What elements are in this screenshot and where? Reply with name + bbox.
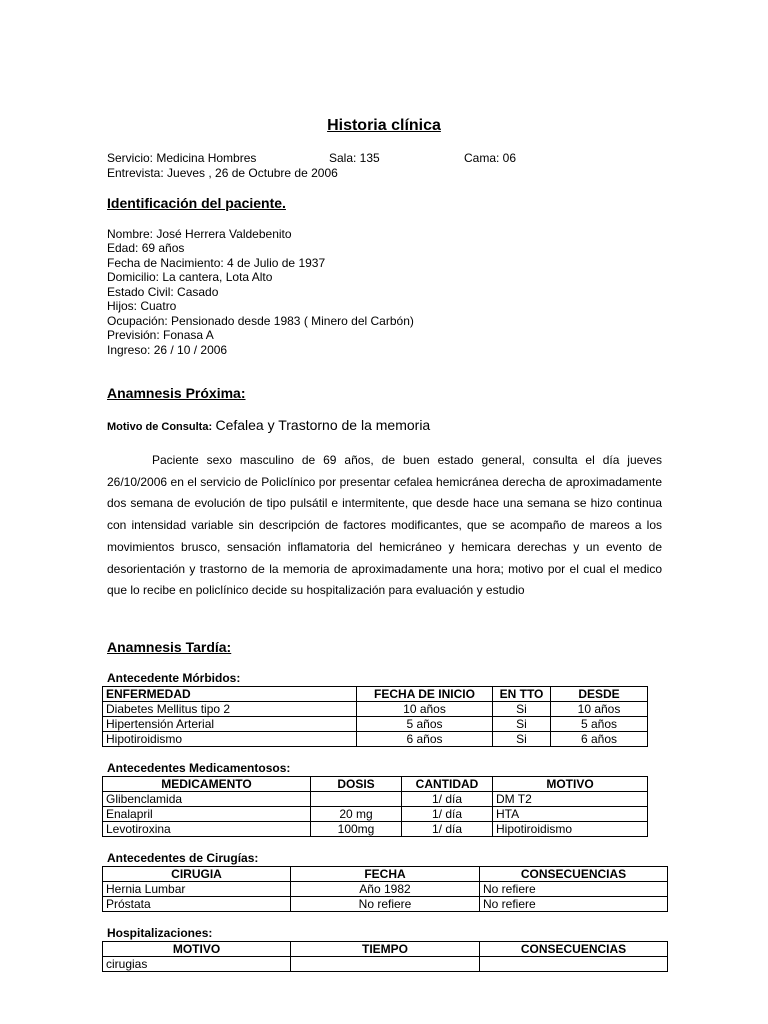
cama-text: Cama: 06 bbox=[464, 151, 517, 165]
table-header: TIEMPO bbox=[291, 942, 480, 957]
table-cell: Próstata bbox=[103, 897, 291, 912]
table-header: ENFERMEDAD bbox=[103, 687, 357, 702]
table-cell bbox=[480, 957, 668, 972]
table-cell: Diabetes Mellitus tipo 2 bbox=[103, 702, 357, 717]
table-header: CONSECUENCIAS bbox=[480, 867, 668, 882]
table-row bbox=[103, 732, 648, 747]
medicamentosos-table bbox=[102, 776, 648, 837]
table-row bbox=[103, 702, 648, 717]
table-cell: 10 años bbox=[357, 702, 493, 717]
table-row bbox=[103, 717, 648, 732]
table-cell: 5 años bbox=[551, 717, 648, 732]
page-title: Historia clínica bbox=[327, 117, 441, 134]
morbidos-label: Antecedente Mórbidos: bbox=[107, 671, 241, 685]
table-cell bbox=[311, 792, 402, 807]
motivo-label: Motivo de Consulta: bbox=[107, 421, 213, 433]
id-line-hijos: Hijos: Cuatro bbox=[107, 299, 177, 313]
table-cell: Año 1982 bbox=[291, 882, 480, 897]
table-cell: 20 mg bbox=[311, 807, 402, 822]
id-line-edad: Edad: 69 años bbox=[107, 241, 185, 255]
table-header-row bbox=[103, 777, 648, 792]
morbidos-table bbox=[102, 686, 648, 747]
medicamentosos-label: Antecedentes Medicamentosos: bbox=[107, 761, 291, 775]
cirugias-label: Antecedentes de Cirugías: bbox=[107, 851, 259, 865]
id-line-nacimiento: Fecha de Nacimiento: 4 de Julio de 1937 bbox=[107, 256, 326, 270]
table-header: CANTIDAD bbox=[402, 777, 493, 792]
table-cell: 6 años bbox=[551, 732, 648, 747]
anamnesis-proxima-heading: Anamnesis Próxima: bbox=[107, 385, 246, 401]
table-cell: Hipotiroidismo bbox=[493, 822, 648, 837]
table-cell: HTA bbox=[493, 807, 648, 822]
table-cell: No refiere bbox=[480, 897, 668, 912]
table-cell: Hipertensión Arterial bbox=[103, 717, 357, 732]
table-header-row bbox=[103, 687, 648, 702]
table-header: CIRUGIA bbox=[103, 867, 291, 882]
table-header: MOTIVO bbox=[493, 777, 648, 792]
anamnesis-paragraph-text: Paciente sexo masculino de 69 años, de buen estado general, consulta el día jueves 26/10/2006 en el servicio de Policlínico por presentar cefalea hemicránea derecha de aproximadamente dos semana de evolución de tipo pulsátil e intermitente, que desde hace una semana se hizo continua con intensidad variable sin descripción de factores modificantes, que se acompaño de mareos a los movimientos brusco, sensación inflamatoria del hemicráneo y hemicara derechas y un evento de desorientación y trastorno de la memoria de aproximadamente una hora; motivo por el cual el medico que lo recibe en policlínico decide su hospitalización para evaluación y estudio bbox=[107, 453, 662, 598]
table-header: CONSECUENCIAS bbox=[480, 942, 668, 957]
table-cell: Glibenclamida bbox=[103, 792, 311, 807]
table-cell: cirugias bbox=[103, 957, 291, 972]
identificacion-heading: Identificación del paciente. bbox=[107, 195, 286, 211]
id-line-domicilio: Domicilio: La cantera, Lota Alto bbox=[107, 270, 273, 284]
table-cell: 6 años bbox=[357, 732, 493, 747]
table-header: MEDICAMENTO bbox=[103, 777, 311, 792]
cirugias-table bbox=[102, 866, 668, 912]
table-header: DESDE bbox=[551, 687, 648, 702]
table-row bbox=[103, 882, 668, 897]
id-line-ingreso: Ingreso: 26 / 10 / 2006 bbox=[107, 343, 228, 357]
table-header: EN TTO bbox=[493, 687, 551, 702]
table-row bbox=[103, 957, 668, 972]
table-row bbox=[103, 822, 648, 837]
motivo-consulta bbox=[107, 417, 430, 433]
id-line-ocupacion: Ocupación: Pensionado desde 1983 ( Minero del Carbón) bbox=[107, 314, 414, 328]
motivo-value: Cefalea y Trastorno de la memoria bbox=[215, 417, 431, 433]
id-line-prevision: Previsión: Fonasa A bbox=[107, 328, 214, 342]
anamnesis-paragraph bbox=[107, 450, 662, 602]
table-header: FECHA bbox=[291, 867, 480, 882]
table-cell: Si bbox=[493, 732, 551, 747]
table-cell: No refiere bbox=[480, 882, 668, 897]
entrevista-text: Entrevista: Jueves , 26 de Octubre de 2006 bbox=[107, 166, 338, 180]
table-header-row bbox=[103, 867, 668, 882]
table-cell: Si bbox=[493, 702, 551, 717]
id-line-nombre: Nombre: José Herrera Valdebenito bbox=[107, 227, 292, 241]
table-header: FECHA DE INICIO bbox=[357, 687, 493, 702]
table-header-row bbox=[103, 942, 668, 957]
table-row bbox=[103, 792, 648, 807]
table-cell: Enalapril bbox=[103, 807, 311, 822]
table-cell: Levotiroxina bbox=[103, 822, 311, 837]
table-cell: Si bbox=[493, 717, 551, 732]
table-cell: DM T2 bbox=[493, 792, 648, 807]
table-cell: 1/ día bbox=[402, 822, 493, 837]
table-cell: Hipotiroidismo bbox=[103, 732, 357, 747]
hospitalizaciones-table bbox=[102, 941, 668, 972]
table-cell: 1/ día bbox=[402, 807, 493, 822]
table-header: DOSIS bbox=[311, 777, 402, 792]
hospitalizaciones-label: Hospitalizaciones: bbox=[107, 926, 213, 940]
table-cell: Hernia Lumbar bbox=[103, 882, 291, 897]
table-cell bbox=[291, 957, 480, 972]
table-cell: No refiere bbox=[291, 897, 480, 912]
table-cell: 1/ día bbox=[402, 792, 493, 807]
sala-text: Sala: 135 bbox=[329, 151, 380, 165]
table-cell: 5 años bbox=[357, 717, 493, 732]
servicio-text: Servicio: Medicina Hombres bbox=[107, 151, 257, 165]
table-cell: 100mg bbox=[311, 822, 402, 837]
table-row bbox=[103, 897, 668, 912]
table-cell: 10 años bbox=[551, 702, 648, 717]
id-line-estado-civil: Estado Civil: Casado bbox=[107, 285, 219, 299]
table-header: MOTIVO bbox=[103, 942, 291, 957]
table-row bbox=[103, 807, 648, 822]
anamnesis-tardia-heading: Anamnesis Tardía: bbox=[107, 639, 232, 655]
